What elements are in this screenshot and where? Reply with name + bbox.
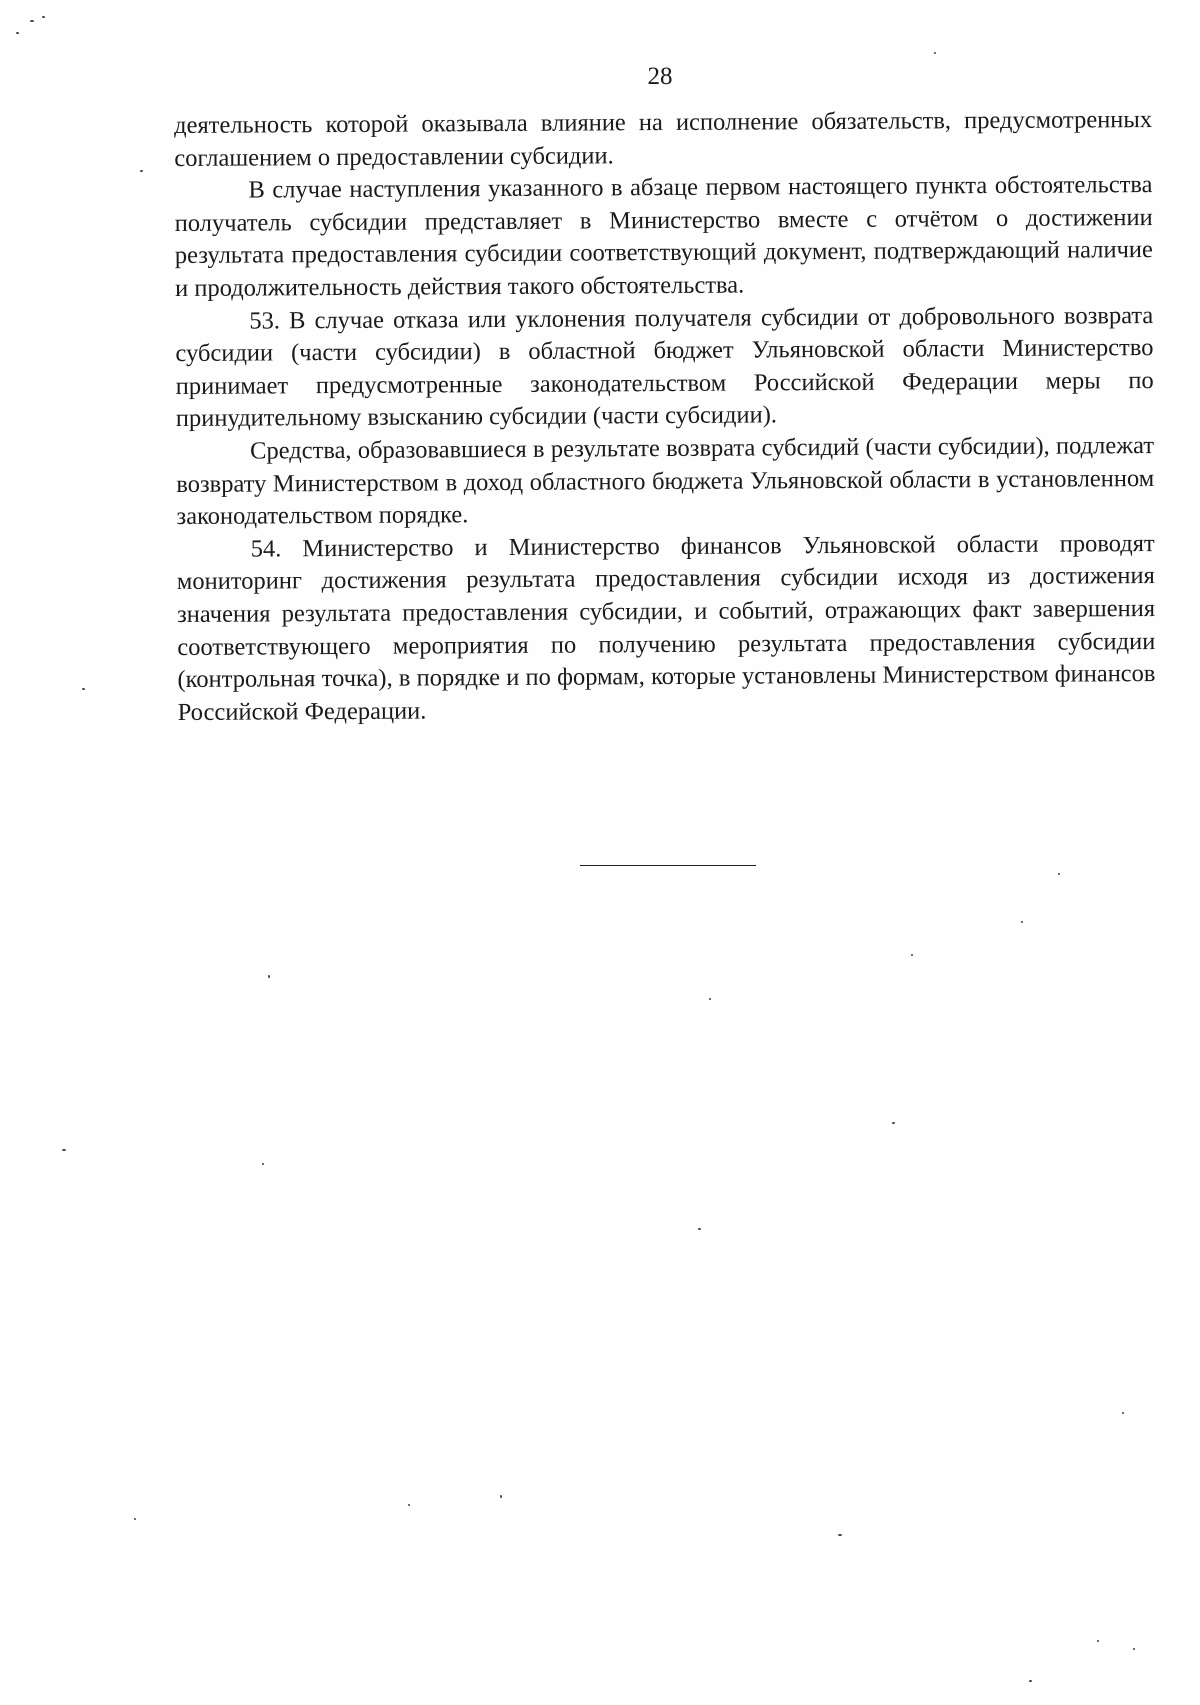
paragraph-item-54: 54. Министерство и Министерство финансов Ульяновской области проводят мониторинг достижения результата предоставления субсидии исходя из достижения значения результата предоставления субсидии, и событий, отражающих факт завершения соответствующего мероприятия по получению результата предоставления субсидии (контрольная точка), в порядке и по формам, которые установлены Министерством финансов Российской Федерации. [176,529,1156,726]
scan-speck [1097,1640,1099,1642]
scan-speck [62,1149,66,1151]
scan-speck [408,1504,410,1506]
scan-speck [838,1534,842,1536]
scan-speck [262,1163,264,1165]
scan-speck [30,20,34,22]
scan-speck [16,32,19,34]
scan-speck [892,1122,895,1124]
paragraph-returned-funds: Средства, образовавшиеся в результате возврата субсидий (части субсидии), подлежат возврату Министерством в доход областного бюджета Ульяновской области в установленном законодательством порядке. [176,431,1155,531]
scan-speck [1133,1648,1135,1650]
scan-speck [140,170,143,172]
scan-speck [42,16,45,18]
scan-speck [709,998,711,1000]
scan-speck [698,1228,701,1230]
scan-speck [1058,873,1060,875]
paragraph-circumstance-report: В случае наступления указанного в абзаце первом настоящего пункта обстоятельства получатель субсидии представляет в Министерство вместе с отчётом о достижении результата предоставления субсидии соответствующий документ, подтверждающий наличие и продолжительность действия такого обстоятельства. [174,171,1153,302]
paragraph-continuation: деятельность которой оказывала влияние на исполнение обязательств, предусмотренных соглашением о предоставлении субсидии. [174,106,1153,172]
scan-speck [934,52,936,54]
scan-speck [82,688,85,690]
scan-speck [1029,1680,1032,1682]
scan-speck [134,1518,136,1520]
paragraph-item-53: 53. В случае отказа или уклонения получателя субсидии от добровольного возврата субсидии (части субсидии) в областной бюджет Ульяновской области Министерство принимает предусмотренные законодательством Российской Федерации меры по принудительному взысканию субсидии (части субсидии). [175,301,1154,433]
document-body [174,104,1156,729]
scan-speck [1122,1412,1124,1414]
scan-speck [268,975,270,978]
end-separator-line [580,865,756,866]
scan-speck [500,1495,502,1498]
page-number: 28 [647,63,673,90]
scan-speck [911,954,913,956]
scan-speck [1021,921,1023,923]
